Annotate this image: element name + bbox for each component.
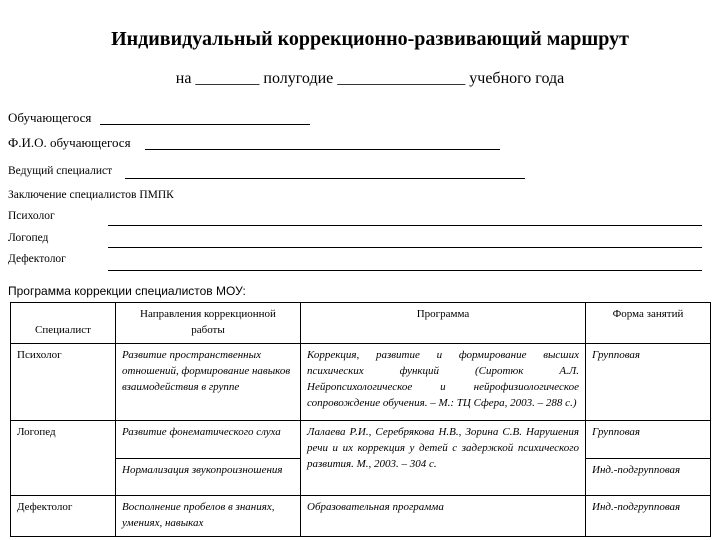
- cell-direction: Развитие пространственных отношений, формирование навыков взаимодействия в группе: [116, 343, 301, 420]
- student-label: Обучающегося: [8, 110, 92, 125]
- psychologist-label: Психолог: [8, 210, 55, 222]
- cell-specialist: Дефектолог: [11, 495, 116, 536]
- header-program: Программа: [301, 303, 586, 344]
- page-title: Индивидуальный коррекционно-развивающий маршрут: [111, 28, 629, 50]
- header-direction: Направления коррекционной работы: [116, 303, 301, 344]
- lead-label: Ведущий специалист: [8, 165, 113, 177]
- speech-label: Логопед: [8, 232, 49, 244]
- cell-form-2: Инд.-подгрупповая: [586, 458, 711, 495]
- conclusion-label: Заключение специалистов ПМПК: [8, 189, 174, 201]
- header-specialist: Специалист: [11, 303, 116, 344]
- program-heading: Программа коррекции специалистов МОУ:: [8, 284, 246, 298]
- cell-form: Групповая: [586, 420, 711, 458]
- subtitle: на ________ полугодие ________________ учебного года: [175, 70, 565, 87]
- table-header: [11, 303, 711, 344]
- cell-direction: Восполнение пробелов в знаниях, умениях, навыках: [116, 495, 301, 536]
- cell-direction-2: Нормализация звукопроизношения: [116, 458, 301, 495]
- table-row: [11, 420, 711, 458]
- psychologist-field[interactable]: [108, 225, 702, 226]
- lead-field[interactable]: [125, 178, 525, 179]
- cell-form: Инд.-подгрупповая: [586, 495, 711, 536]
- fio-label: Ф.И.О. обучающегося: [8, 135, 131, 150]
- cell-program: Образовательная программа: [301, 495, 586, 536]
- cell-form: Групповая: [586, 343, 711, 420]
- table-row: [11, 495, 711, 536]
- header-form: Форма занятий: [586, 303, 711, 344]
- defect-label: Дефектолог: [8, 253, 66, 265]
- student-field[interactable]: [100, 124, 310, 125]
- cell-direction: Развитие фонематического слуха: [116, 420, 301, 458]
- fio-field[interactable]: [145, 149, 500, 150]
- speech-field[interactable]: [108, 247, 702, 248]
- cell-program: Коррекция, развитие и формирование высших психических функций (Сиротюк А.Л. Нейропсихологическое и нейрофизиологическое сопровождение обучения. – М.: ТЦ Сфера, 2003. – 288 с.): [301, 343, 586, 420]
- defect-field[interactable]: [108, 270, 702, 271]
- cell-specialist: Логопед: [11, 420, 116, 495]
- cell-specialist: Психолог: [11, 343, 116, 420]
- table-row: [11, 343, 711, 420]
- cell-program: Лалаева Р.И., Серебрякова Н.В., Зорина С.В. Нарушения речи и их коррекция у детей с задержкой психического развития. М., 2003. – 304 с.: [301, 420, 586, 495]
- program-table: [10, 302, 711, 537]
